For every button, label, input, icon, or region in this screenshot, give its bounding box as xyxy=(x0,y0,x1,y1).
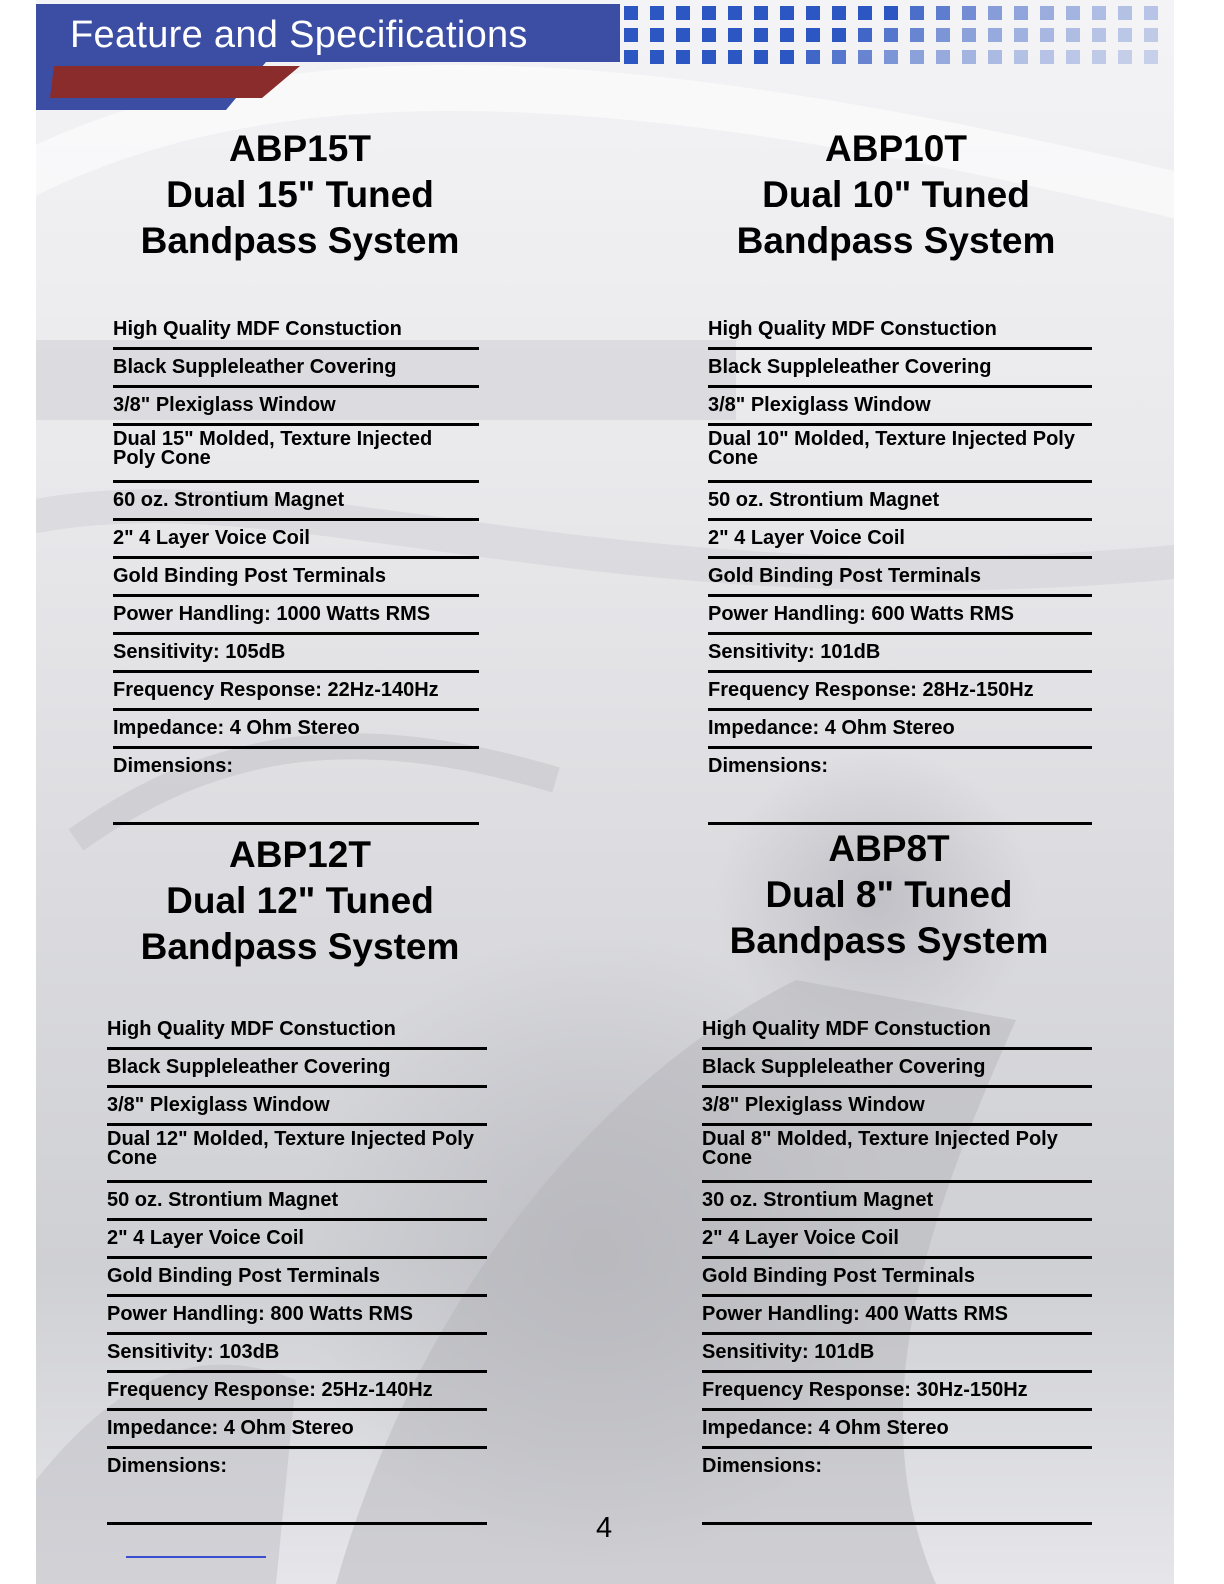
product-subtitle-line1: Dual 8" Tuned xyxy=(765,874,1013,915)
spec-item: Power Handling: 600 Watts RMS xyxy=(708,597,1092,635)
product-abp8t-specs xyxy=(702,1012,1092,1525)
spec-item: Frequency Response: 28Hz-150Hz xyxy=(708,673,1092,711)
spec-item: 3/8" Plexiglass Window xyxy=(107,1088,487,1126)
product-abp15t-specs xyxy=(113,312,479,825)
spec-item: High Quality MDF Constuction xyxy=(708,312,1092,350)
product-abp10t-specs xyxy=(708,312,1092,825)
spec-item: Dual 12" Molded, Texture Injected Poly Cone xyxy=(107,1126,487,1183)
product-model: ABP10T xyxy=(825,128,967,169)
spec-item: 2" 4 Layer Voice Coil xyxy=(708,521,1092,559)
product-abp10t-heading xyxy=(696,126,1096,264)
spec-item: 2" 4 Layer Voice Coil xyxy=(107,1221,487,1259)
product-subtitle-line2: Bandpass System xyxy=(736,220,1056,261)
spec-item: Power Handling: 1000 Watts RMS xyxy=(113,597,479,635)
product-abp12t-heading xyxy=(100,832,500,970)
product-abp15t-heading xyxy=(100,126,500,264)
product-abp8t-heading xyxy=(689,826,1089,964)
spec-item: Gold Binding Post Terminals xyxy=(107,1259,487,1297)
spec-item: Black Suppleleather Covering xyxy=(708,350,1092,388)
spec-item-dimensions: Dimensions: xyxy=(708,749,1092,825)
spec-item-dimensions: Dimensions: xyxy=(107,1449,487,1525)
product-model: ABP12T xyxy=(229,834,371,875)
spec-item: 50 oz. Strontium Magnet xyxy=(107,1183,487,1221)
spec-item: Dual 8" Molded, Texture Injected Poly Cone xyxy=(702,1126,1092,1183)
spec-item: Sensitivity: 101dB xyxy=(708,635,1092,673)
spec-item: Frequency Response: 22Hz-140Hz xyxy=(113,673,479,711)
product-subtitle-line1: Dual 15" Tuned xyxy=(166,174,434,215)
spec-item: Impedance: 4 Ohm Stereo xyxy=(107,1411,487,1449)
spec-item: Black Suppleleather Covering xyxy=(113,350,479,388)
page-number: 4 xyxy=(596,1512,613,1544)
spec-item: Gold Binding Post Terminals xyxy=(708,559,1092,597)
spec-item: 50 oz. Strontium Magnet xyxy=(708,483,1092,521)
spec-item: 3/8" Plexiglass Window xyxy=(708,388,1092,426)
spec-item: Power Handling: 400 Watts RMS xyxy=(702,1297,1092,1335)
spec-item: High Quality MDF Constuction xyxy=(113,312,479,350)
product-model: ABP15T xyxy=(229,128,371,169)
spec-item: 3/8" Plexiglass Window xyxy=(702,1088,1092,1126)
spec-item: Dual 15" Molded, Texture Injected Poly Cone xyxy=(113,426,479,483)
product-subtitle-line2: Bandpass System xyxy=(140,926,460,967)
spec-item: Impedance: 4 Ohm Stereo xyxy=(708,711,1092,749)
spec-item: Frequency Response: 30Hz-150Hz xyxy=(702,1373,1092,1411)
spec-item: Impedance: 4 Ohm Stereo xyxy=(702,1411,1092,1449)
spec-item-dimensions: Dimensions: xyxy=(113,749,479,825)
product-subtitle-line2: Bandpass System xyxy=(140,220,460,261)
spec-item: 2" 4 Layer Voice Coil xyxy=(702,1221,1092,1259)
spec-item: Sensitivity: 101dB xyxy=(702,1335,1092,1373)
spec-item: Sensitivity: 105dB xyxy=(113,635,479,673)
spec-item: Power Handling: 800 Watts RMS xyxy=(107,1297,487,1335)
page-title: Feature and Specifications xyxy=(70,14,528,56)
spec-item: Black Suppleleather Covering xyxy=(702,1050,1092,1088)
spec-item: High Quality MDF Constuction xyxy=(107,1012,487,1050)
product-model: ABP8T xyxy=(828,828,950,869)
spec-item: Black Suppleleather Covering xyxy=(107,1050,487,1088)
spec-item: High Quality MDF Constuction xyxy=(702,1012,1092,1050)
product-abp12t-specs xyxy=(107,1012,487,1525)
spec-item: 2" 4 Layer Voice Coil xyxy=(113,521,479,559)
spec-item: 60 oz. Strontium Magnet xyxy=(113,483,479,521)
spec-item: 3/8" Plexiglass Window xyxy=(113,388,479,426)
spec-item: Gold Binding Post Terminals xyxy=(113,559,479,597)
product-subtitle-line1: Dual 10" Tuned xyxy=(762,174,1030,215)
spec-item: Dual 10" Molded, Texture Injected Poly Cone xyxy=(708,426,1092,483)
header-square-pattern xyxy=(622,4,1174,66)
spec-item: Sensitivity: 103dB xyxy=(107,1335,487,1373)
spec-item: Gold Binding Post Terminals xyxy=(702,1259,1092,1297)
footer-link-line xyxy=(126,1556,266,1558)
product-subtitle-line2: Bandpass System xyxy=(729,920,1049,961)
spec-item: Impedance: 4 Ohm Stereo xyxy=(113,711,479,749)
spec-item-dimensions: Dimensions: xyxy=(702,1449,1092,1525)
spec-item: Frequency Response: 25Hz-140Hz xyxy=(107,1373,487,1411)
spec-item: 30 oz. Strontium Magnet xyxy=(702,1183,1092,1221)
product-subtitle-line1: Dual 12" Tuned xyxy=(166,880,434,921)
